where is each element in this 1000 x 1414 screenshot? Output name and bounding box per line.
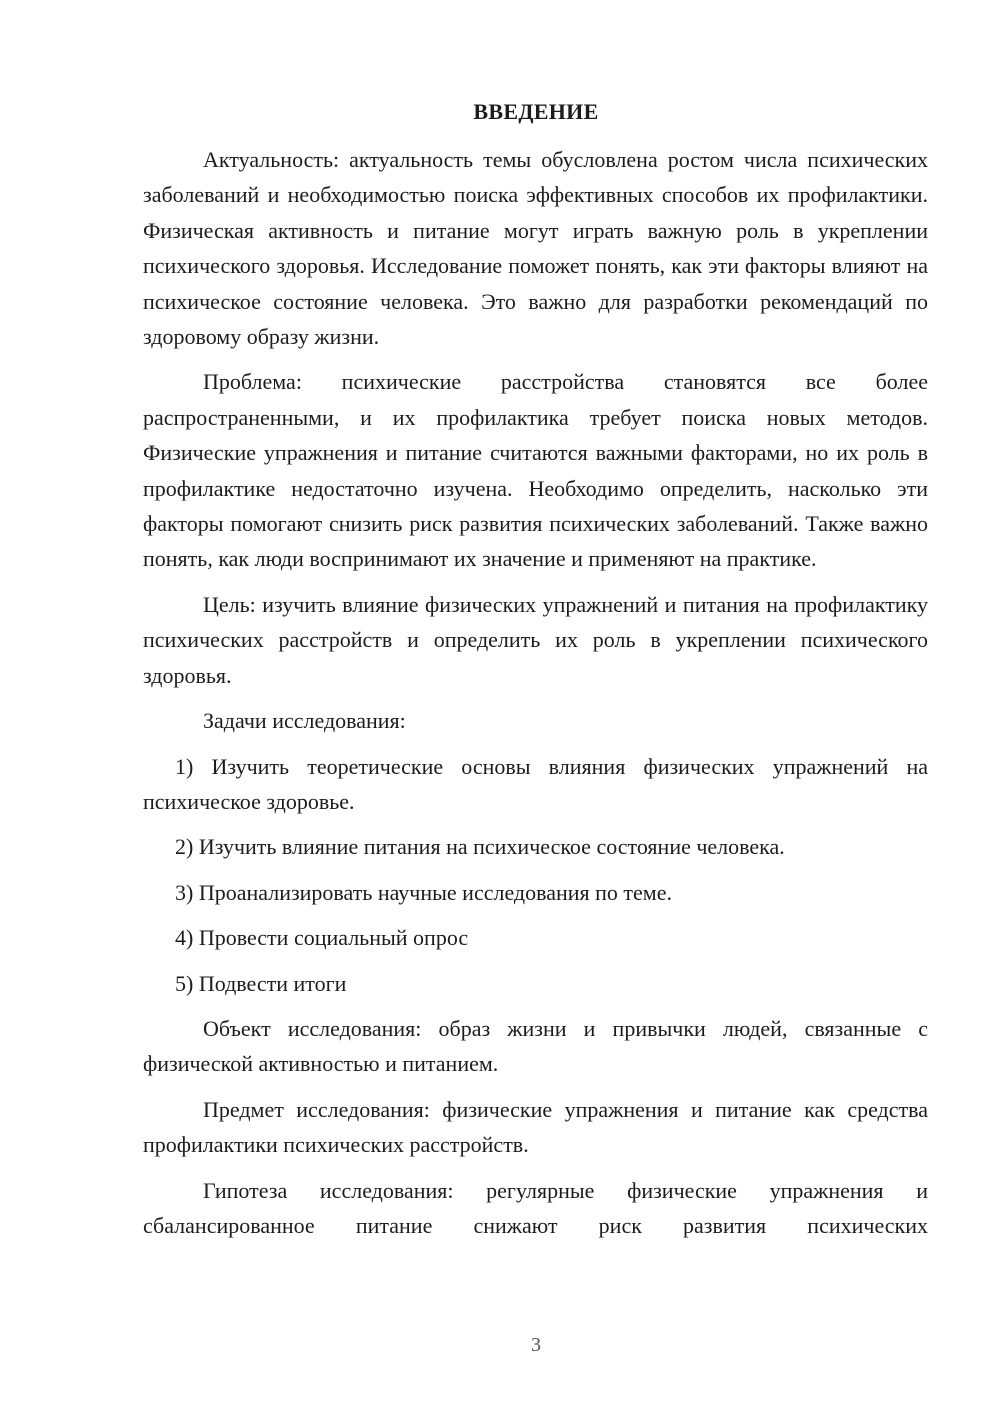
- paragraph-subject: Предмет исследования: физические упражнения и питание как средства профилактики психических расстройств.: [143, 1096, 928, 1158]
- task-item-1: 1) Изучить теоретические основы влияния физических упражнений на психическое здоровье.: [143, 753, 928, 814]
- paragraph-object: Объект исследования: образ жизни и привычки людей, связанные с физической активностью и питанием.: [143, 1015, 928, 1077]
- task-item-4: 4) Провести социальный опрос: [175, 925, 469, 951]
- paragraph-goal: Цель: изучить влияние физических упражнений и питания на профилактику психических расстройств и определить их роль в укреплении психического здоровья.: [143, 591, 928, 688]
- paragraph-problem: Проблема: психические расстройства становятся все более распространенными, и их профилактика требует поиска новых методов. Физические упражнения и питание считаются важными факторами, но их роль в профилактике недостаточно изучена. Необходимо определить, насколько эти факторы помогают снизить риск развития психических заболеваний. Также важно понять, как люди воспринимают их значение и применяют на практике.: [143, 369, 928, 572]
- paragraph-relevance: Актуальность: актуальность темы обусловлена ростом числа психических заболеваний и необходимостью поиска эффективных способов их профилактики. Физическая активность и питание могут играть важную роль в укреплении психического здоровья. Исследование поможет понять, как эти факторы влияют на психическое состояние человека. Это важно для разработки рекомендаций по здоровому образу жизни.: [143, 147, 928, 350]
- task-item-3: 3) Проанализировать научные исследования по теме.: [175, 879, 672, 905]
- page-number: 3: [531, 1334, 541, 1356]
- paragraph-hypothesis: Гипотеза исследования: регулярные физические упражнения и сбалансированное питание снижают риск развития психических: [143, 1177, 928, 1238]
- task-item-5: 5) Подвести итоги: [175, 970, 347, 996]
- paragraph-tasks-heading: Задачи исследования:: [203, 708, 406, 734]
- task-item-2: 2) Изучить влияние питания на психическое состояние человека.: [175, 834, 785, 860]
- document-body: [143, 142, 928, 1243]
- page-title: ВВЕДЕНИЕ: [473, 99, 599, 124]
